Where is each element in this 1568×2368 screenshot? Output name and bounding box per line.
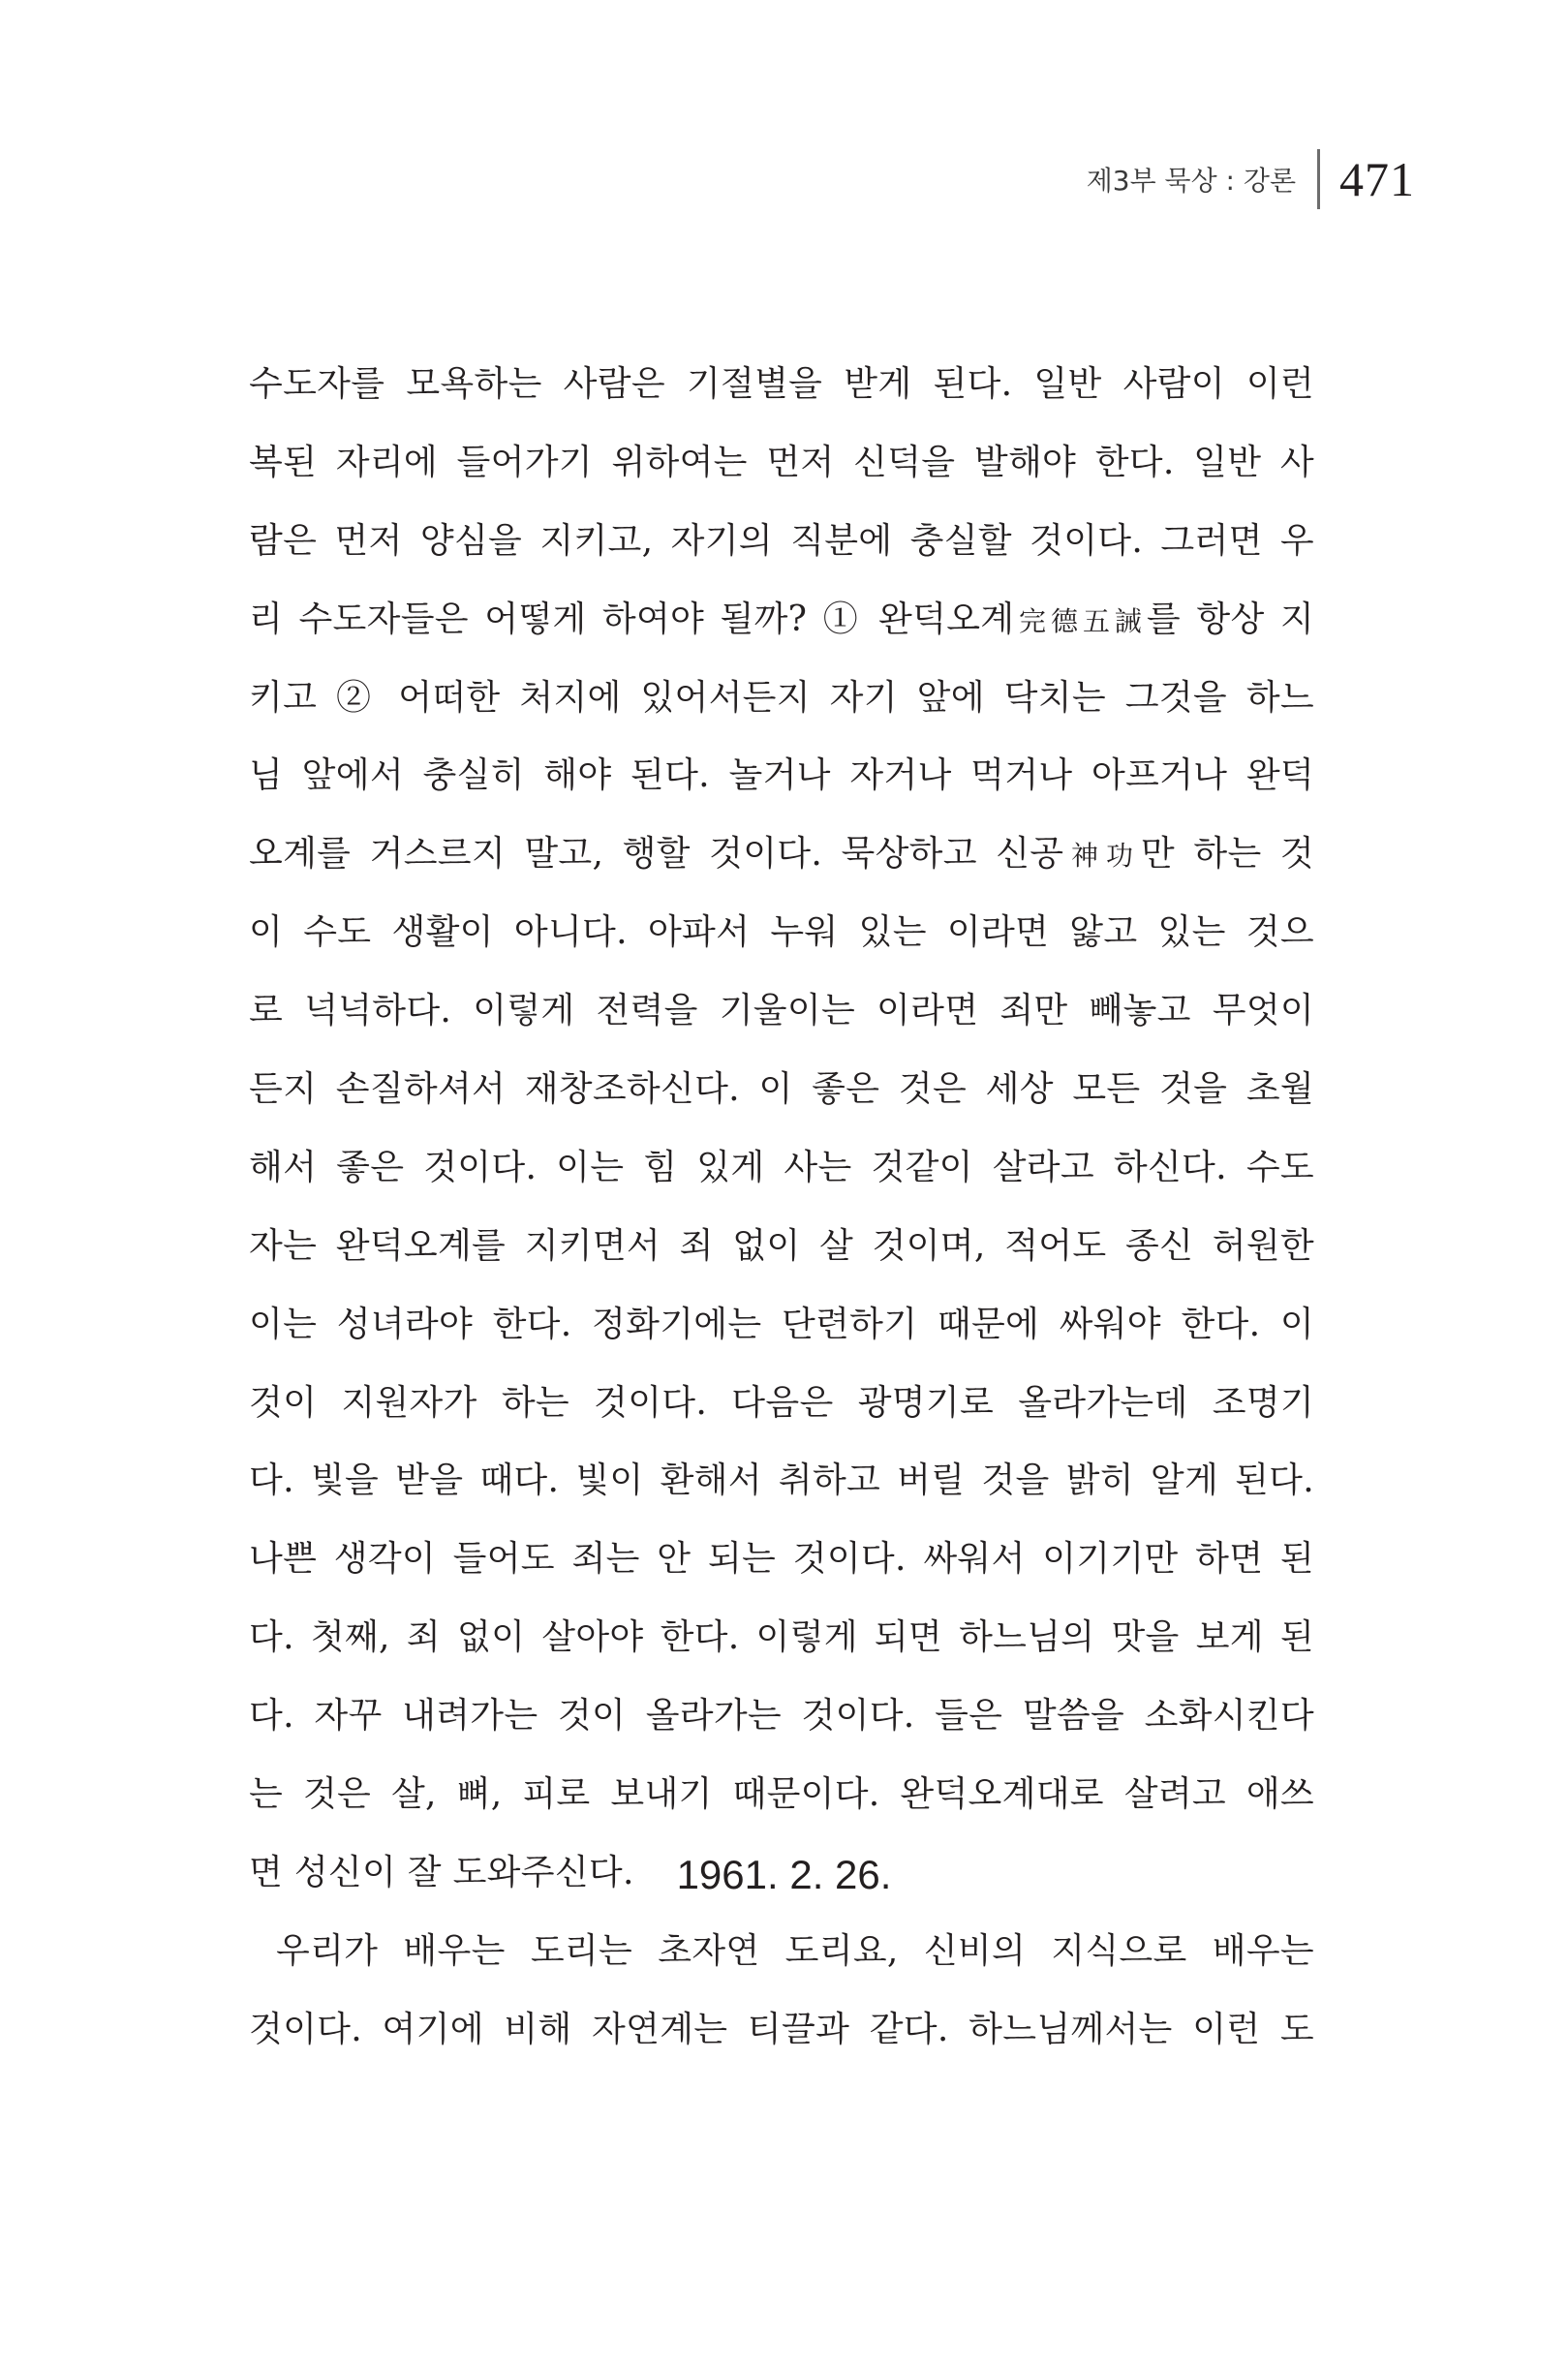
body-line-text: 리 수도자들은 어떻게 하여야 될까? ① 완덕오계 xyxy=(249,599,1015,639)
body-line: 는 것은 살, 뼈, 피로 보내기 때문이다. 완덕오계대로 살려고 애쓰 xyxy=(249,1774,1314,1815)
body-line: 다. 자꾸 내려가는 것이 올라가는 것이다. 들은 말씀을 소화시킨다 xyxy=(249,1696,1314,1737)
body-line: 수도자를 모욕하는 사람은 기절별을 받게 된다. 일반 사람이 이런 xyxy=(249,364,1314,404)
body-line: 이는 성녀라야 한다. 정화기에는 단련하기 때문에 싸워야 한다. 이 xyxy=(249,1304,1314,1344)
body-line: 복된 자리에 들어가기 위하여는 먼저 신덕을 발해야 한다. 일반 사 xyxy=(249,442,1314,482)
body-line: 것이 지원자가 하는 것이다. 다음은 광명기로 올라가는데 조명기 xyxy=(249,1382,1314,1423)
body-line-text: 를 항상 지 xyxy=(1146,599,1315,639)
body-line xyxy=(249,581,1314,660)
running-title: 제3부 묵상 : 강론 xyxy=(1086,165,1296,197)
body-line: 이 수도 생활이 아니다. 아파서 누워 있는 이라면 앓고 있는 것으 xyxy=(249,912,1314,953)
body-line: 키고 ② 어떠한 처지에 있어서든지 자기 앞에 닥치는 그것을 하느 xyxy=(249,677,1314,718)
running-header xyxy=(1087,145,1415,213)
body-line-text: 오계를 거스르지 말고, 행할 것이다. 묵상하고 신공 xyxy=(249,834,1064,875)
hanja-annotation: 神功 xyxy=(1063,840,1141,873)
body-line: 면 성신이 잘 도와주신다. xyxy=(249,1852,634,1892)
page-number: 471 xyxy=(1339,152,1415,206)
body-line: 든지 손질하셔서 재창조하신다. 이 좋은 것은 세상 모든 것을 초월 xyxy=(249,1069,1314,1110)
body-line xyxy=(249,815,1314,894)
body-text xyxy=(249,346,1314,1913)
body-line: 나쁜 생각이 들어도 죄는 안 되는 것이다. 싸워서 이기기만 하면 된 xyxy=(249,1539,1314,1580)
body-line: 우리가 배우는 도리는 초자연 도리요, 신비의 지식으로 배우는 xyxy=(276,1931,1314,1971)
header-divider xyxy=(1317,149,1320,209)
body-line: 람은 먼저 양심을 지키고, 자기의 직분에 충실할 것이다. 그러면 우 xyxy=(249,520,1314,561)
body-line: 해서 좋은 것이다. 이는 힘 있게 사는 것같이 살라고 하신다. 수도 xyxy=(249,1147,1314,1187)
date-heading: 1961. 2. 26. xyxy=(676,1852,892,1897)
section-text xyxy=(249,1913,1314,2070)
body-line-text: 만 하는 것 xyxy=(1140,834,1314,875)
body-line: 다. 첫째, 죄 없이 살아야 한다. 이렇게 되면 하느님의 맛을 보게 된 xyxy=(249,1617,1314,1658)
hanja-annotation: 完德五誡 xyxy=(1014,604,1147,637)
body-line: 자는 완덕오계를 지키면서 죄 없이 살 것이며, 적어도 종신 허원한 xyxy=(249,1225,1314,1266)
body-line: 로 넉넉하다. 이렇게 전력을 기울이는 이라면 죄만 빼놓고 무엇이 xyxy=(249,991,1314,1031)
body-line: 것이다. 여기에 비해 자연계는 티끌과 같다. 하느님께서는 이런 도 xyxy=(249,2009,1314,2049)
body-line: 다. 빛을 받을 때다. 빛이 환해서 취하고 버릴 것을 밝히 알게 된다. xyxy=(249,1461,1314,1501)
body-line: 님 앞에서 충실히 해야 된다. 놀거나 자거나 먹거나 아프거나 완덕 xyxy=(249,755,1314,796)
